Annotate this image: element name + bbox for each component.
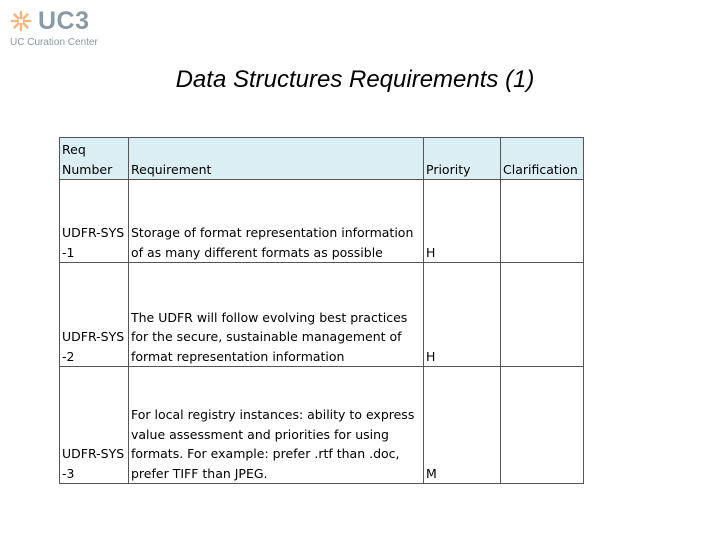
row-requirement: For local registry instances: ability to express value assessment and priorities for using formats. For example: prefer .rtf than .doc, prefer TIFF than JPEG.	[129, 367, 424, 484]
row-number: UDFR-SYS -1	[60, 180, 129, 263]
slide-title-text: Data Structures Requirements (1)	[175, 66, 535, 93]
row-requirement: Storage of format representation information of as many different formats as possible	[129, 180, 424, 263]
uc3-logo	[8, 6, 118, 50]
row-clarification	[501, 367, 584, 484]
row-clarification	[501, 263, 584, 367]
table-header-row	[60, 138, 584, 180]
requirements-table	[59, 137, 584, 484]
row-priority: H	[424, 180, 501, 263]
table-row	[60, 263, 584, 367]
slide-title	[0, 66, 710, 94]
header-requirement	[129, 138, 424, 180]
row-clarification	[501, 180, 584, 263]
row-priority: M	[424, 367, 501, 484]
table-row	[60, 180, 584, 263]
table-row	[60, 367, 584, 484]
uc3-star-icon	[10, 10, 32, 32]
logo-subtitle: UC Curation Center	[10, 37, 98, 48]
logo-name: UC3	[38, 7, 90, 35]
header-clarification: Clarification	[501, 138, 584, 180]
row-priority: H	[424, 263, 501, 367]
header-priority: Priority	[424, 138, 501, 180]
row-number: UDFR-SYS -2	[60, 263, 129, 367]
row-requirement: The UDFR will follow evolving best practices for the secure, sustainable management of format representation information	[129, 263, 424, 367]
header-requirement-label: Requirement	[131, 161, 212, 177]
header-number: Req Number	[60, 138, 129, 180]
row-number: UDFR-SYS -3	[60, 367, 129, 484]
